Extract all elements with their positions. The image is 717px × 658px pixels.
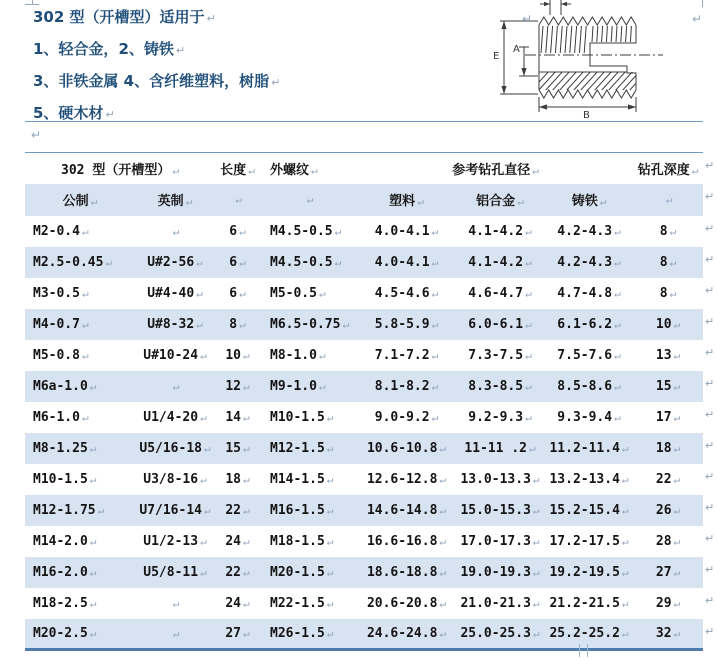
table-cell: 12.6-12.8 ↵ xyxy=(366,471,447,487)
table-cell: 7.5-7.6 ↵ xyxy=(557,347,621,363)
table-row xyxy=(25,278,703,309)
intro-line-text: 1、轻合金，2、铸铁 xyxy=(33,40,174,58)
table-cell: U1/4-20 ↵ xyxy=(143,409,207,425)
table-cell: 6 ↵ xyxy=(229,223,246,239)
table-row xyxy=(25,588,703,619)
table-cell: 17 ↵ xyxy=(655,409,681,425)
table-cell: 15.2-15.4 ↵ xyxy=(549,502,629,518)
end-of-row-mark: ↵ xyxy=(705,377,715,390)
table-cell: M20-2.5 ↵ xyxy=(33,625,97,641)
table-cell: M9-1.0 ↵ xyxy=(270,378,326,394)
table-cell: 8 ↵ xyxy=(659,254,677,270)
dim-label-e: E xyxy=(493,51,500,62)
table-cell: U3/8-16 ↵ xyxy=(143,471,207,487)
table-cell: 8.3-8.5 ↵ xyxy=(468,378,532,394)
end-of-row-mark: ↵ xyxy=(705,346,715,359)
table-cell: 6 ↵ xyxy=(229,285,246,301)
table-row xyxy=(25,526,703,557)
table-cell: 14.6-14.8 ↵ xyxy=(366,502,447,518)
table-cell: M4.5-0.5 ↵ xyxy=(270,254,342,270)
table-cell: 11.2-11.4 ↵ xyxy=(549,440,629,456)
table-cell: M8-1.0 ↵ xyxy=(270,347,326,363)
end-of-row-mark: ↵ xyxy=(705,284,715,297)
dim-e-lines xyxy=(500,21,538,94)
table-cell: 4.0-4.1 ↵ xyxy=(374,254,439,270)
table-cell: M22-1.5 ↵ xyxy=(270,595,334,611)
table-cell: M14-2.0 ↵ xyxy=(33,533,97,549)
table-cell: 8 ↵ xyxy=(229,316,246,332)
end-of-row-mark: ↵ xyxy=(705,439,715,452)
bottom-thread-profile xyxy=(539,90,636,98)
table-row xyxy=(25,433,703,464)
table-cell: M2.5-0.45 ↵ xyxy=(33,254,113,270)
dim-a-lines xyxy=(519,47,538,76)
table-cell: M16-1.5 ↵ xyxy=(270,502,334,518)
header-row-2 xyxy=(25,184,703,216)
table-cell: 20.6-20.8 ↵ xyxy=(366,595,447,611)
table-cell: 28 ↵ xyxy=(655,533,681,549)
table-cell: ↵ xyxy=(172,596,180,610)
paragraph-mark: ↵ xyxy=(271,76,281,89)
table-cell: U#2-56 ↵ xyxy=(147,254,203,270)
table-cell: 21.2-21.5 ↵ xyxy=(549,595,629,611)
table-cell: ↵ xyxy=(172,379,180,393)
table-cell: 13 ↵ xyxy=(655,347,681,363)
col-header-empty: ↵ xyxy=(665,193,673,206)
intro-title-text: 302 型（开槽型）适用于 xyxy=(33,8,205,26)
table-cell: ↵ xyxy=(172,626,180,640)
table-cell: 4.6-4.7 ↵ xyxy=(468,285,532,301)
table-cell: 22 ↵ xyxy=(225,502,250,518)
table-cell: M5-0.5 ↵ xyxy=(270,285,326,301)
table-cell: 4.5-4.6 ↵ xyxy=(374,285,439,301)
end-of-row-mark: ↵ xyxy=(705,594,715,607)
table-cell: 25.0-25.3 ↵ xyxy=(460,625,540,641)
table-cell: 8.1-8.2 ↵ xyxy=(374,378,439,394)
table-cell: M12-1.75 ↵ xyxy=(33,502,105,518)
thread-hatch-right xyxy=(592,26,631,42)
table-cell: U5/8-11 ↵ xyxy=(143,564,207,580)
table-cell: 22 ↵ xyxy=(655,471,681,487)
table-cell: 9.3-9.4 ↵ xyxy=(557,409,621,425)
col-header-empty: ↵ xyxy=(235,193,242,206)
table-cell: 29 ↵ xyxy=(655,595,681,611)
table-row xyxy=(25,247,703,278)
table-cell: 4.2-4.3 ↵ xyxy=(557,223,621,239)
table-cell: 4.1-4.2 ↵ xyxy=(468,254,532,270)
table-cell: 9.2-9.3 ↵ xyxy=(468,409,532,425)
table-cell: M14-1.5 ↵ xyxy=(270,471,334,487)
table-cell: 26 ↵ xyxy=(655,502,681,518)
table-cell: 24 ↵ xyxy=(225,533,250,549)
table-cell: 19.2-19.5 ↵ xyxy=(549,564,629,580)
table-row xyxy=(25,495,703,526)
table-row xyxy=(25,309,703,340)
table-cell: 32 ↵ xyxy=(655,625,681,641)
end-of-row-mark: ↵ xyxy=(705,408,715,421)
col-header-plastic: 塑料 ↵ xyxy=(389,194,424,209)
table-cell: 4.2-4.3 ↵ xyxy=(557,254,621,270)
table-cell: U1/2-13 ↵ xyxy=(143,533,207,549)
end-of-row-mark: ↵ xyxy=(705,315,715,328)
col-header-length: 长度 ↵ xyxy=(220,162,255,178)
table-cell: 15.0-15.3 ↵ xyxy=(460,502,540,518)
intro-line-text: 3、非铁金属 4、含纤维塑料，树脂 xyxy=(33,72,270,90)
table-cell: 6.1-6.2 ↵ xyxy=(557,316,621,332)
spec-table xyxy=(25,152,703,651)
table-cell: M20-1.5 ↵ xyxy=(270,564,334,580)
thread-hatch-left xyxy=(541,26,586,53)
end-of-row-mark: ↵ xyxy=(705,532,715,545)
table-cell: 4.0-4.1 ↵ xyxy=(374,223,439,239)
top-thread-profile xyxy=(539,17,636,25)
end-of-row-mark: ↵ xyxy=(705,159,715,172)
table-cell: 21.0-21.3 ↵ xyxy=(460,595,540,611)
table-row xyxy=(25,557,703,588)
table-cell: M26-1.5 ↵ xyxy=(270,625,334,641)
table-cell: U#4-40 ↵ xyxy=(147,285,203,301)
table-cell: 18 ↵ xyxy=(225,471,250,487)
table-cell: 7.3-7.5 ↵ xyxy=(468,347,532,363)
table-row xyxy=(25,619,703,650)
table-cell: 27 ↵ xyxy=(655,564,681,580)
col-header-cast-iron: 铸铁 ↵ xyxy=(571,194,607,209)
table-cell: ↵ xyxy=(172,224,180,238)
paragraph-mark: ↵ xyxy=(175,44,186,57)
table-cell: M5-0.8 ↵ xyxy=(33,347,89,363)
table-cell: M10-1.5 ↵ xyxy=(270,409,334,425)
table-row xyxy=(25,340,703,371)
table-row xyxy=(25,402,703,433)
col-header-metric: 公制 ↵ xyxy=(62,194,98,209)
table-cell: U7/16-14 ↵ xyxy=(139,502,211,518)
col-header-imperial: 英制 ↵ xyxy=(157,194,193,209)
table-handle-tick xyxy=(579,644,580,657)
end-of-row-mark: ↵ xyxy=(705,253,715,266)
table-cell: 8.5-8.6 ↵ xyxy=(557,378,621,394)
table-cell: M4.5-0.5 ↵ xyxy=(270,223,342,239)
table-cell: 17.0-17.3 ↵ xyxy=(460,533,540,549)
table-cell: 8 ↵ xyxy=(659,223,677,239)
table-cell: 9.0-9.2 ↵ xyxy=(374,409,439,425)
table-cell: U5/16-18 ↵ xyxy=(139,440,211,456)
table-cell: 16.6-16.8 ↵ xyxy=(366,533,447,549)
table-cell: 5.8-5.9 ↵ xyxy=(374,316,439,332)
paragraph-mark: ↵ xyxy=(692,12,703,26)
table-cell: M18-1.5 ↵ xyxy=(270,533,334,549)
table-cell: 13.0-13.3 ↵ xyxy=(460,471,540,487)
table-cell: 4.1-4.2 ↵ xyxy=(468,223,532,239)
table-cell: 15 ↵ xyxy=(225,440,250,456)
table-cell: 6 ↵ xyxy=(229,254,246,270)
table-cell: M2-0.4 ↵ xyxy=(33,223,89,239)
table-cell: M3-0.5 ↵ xyxy=(33,285,89,301)
end-of-row-mark: ↵ xyxy=(705,563,715,576)
header-row-1 xyxy=(25,153,703,184)
table-row xyxy=(25,371,703,402)
table-cell: M10-1.5 ↵ xyxy=(33,471,97,487)
col-header-empty: ↵ xyxy=(306,193,314,206)
end-of-row-mark: ↵ xyxy=(705,501,715,514)
table-cell: 14 ↵ xyxy=(225,409,250,425)
table-handle-tick xyxy=(587,644,588,657)
table-cell: 18 ↵ xyxy=(655,440,681,456)
table-cell: 17.2-17.5 ↵ xyxy=(549,533,629,549)
end-of-row-mark: ↵ xyxy=(705,190,715,203)
table-row xyxy=(25,464,703,495)
table-cell: 10.6-10.8 ↵ xyxy=(366,440,447,456)
col-header-external-thread: 外螺纹 ↵ xyxy=(270,162,318,178)
table-cell: 6.0-6.1 ↵ xyxy=(468,316,532,332)
table-cell: M12-1.5 ↵ xyxy=(270,440,334,456)
table-cell: 22 ↵ xyxy=(225,564,250,580)
table-cell: 15 ↵ xyxy=(655,378,681,394)
end-of-row-mark: ↵ xyxy=(705,222,715,235)
table-cell: M16-2.0 ↵ xyxy=(33,564,97,580)
table-row xyxy=(25,216,703,247)
table-cell: 12 ↵ xyxy=(225,378,250,394)
table-cell: M6a-1.0 ↵ xyxy=(33,378,97,394)
table-cell: 13.2-13.4 ↵ xyxy=(549,471,629,487)
table-cell: 19.0-19.3 ↵ xyxy=(460,564,540,580)
dim-label-b: B xyxy=(583,110,590,120)
table-cell: M6-1.0 ↵ xyxy=(33,409,89,425)
col-header-drill-diameter: 参考钻孔直径 ↵ xyxy=(452,162,539,178)
paragraph-mark: ↵ xyxy=(31,128,42,142)
table-cell: U#10-24 ↵ xyxy=(143,347,207,363)
intro-line-text: 5、硬木材 xyxy=(33,104,104,122)
table-cell: 10 ↵ xyxy=(655,316,681,332)
table-cell: 24 ↵ xyxy=(225,595,250,611)
col-header-aluminum: 铝合金 ↵ xyxy=(476,194,524,209)
table-cell: 7.1-7.2 ↵ xyxy=(374,347,439,363)
threaded-insert-diagram xyxy=(490,0,680,120)
table-cell: 10 ↵ xyxy=(225,347,250,363)
table-cell: 4.7-4.8 ↵ xyxy=(557,285,621,301)
end-of-row-mark: ↵ xyxy=(705,470,715,483)
table-cell: 11-11 .2 ↵ xyxy=(464,440,536,456)
table-cell: 18.6-18.8 ↵ xyxy=(366,564,447,580)
table-cell: M8-1.25 ↵ xyxy=(33,440,97,456)
table-cell: U#8-32 ↵ xyxy=(147,316,203,332)
paragraph-mark: ↵ xyxy=(105,108,115,121)
table-cell: 24.6-24.8 ↵ xyxy=(366,625,447,641)
dim-label-a: A xyxy=(513,44,520,55)
col-header-drill-depth: 钻孔深度 ↵ xyxy=(637,162,699,178)
table-cell: 25.2-25.2 ↵ xyxy=(549,625,629,641)
col-header-type: 302 型（开槽型） ↵ xyxy=(61,162,179,178)
table-cell: M4-0.7 ↵ xyxy=(33,316,89,332)
table-cell: M18-2.5 ↵ xyxy=(33,595,97,611)
table-cell: 27 ↵ xyxy=(225,625,250,641)
paragraph-mark: ↵ xyxy=(522,12,533,26)
table-cell: 8 ↵ xyxy=(659,285,677,301)
end-of-row-mark: ↵ xyxy=(705,625,715,638)
table-cell: M6.5-0.75 ↵ xyxy=(270,316,350,332)
paragraph-mark: ↵ xyxy=(206,12,216,25)
